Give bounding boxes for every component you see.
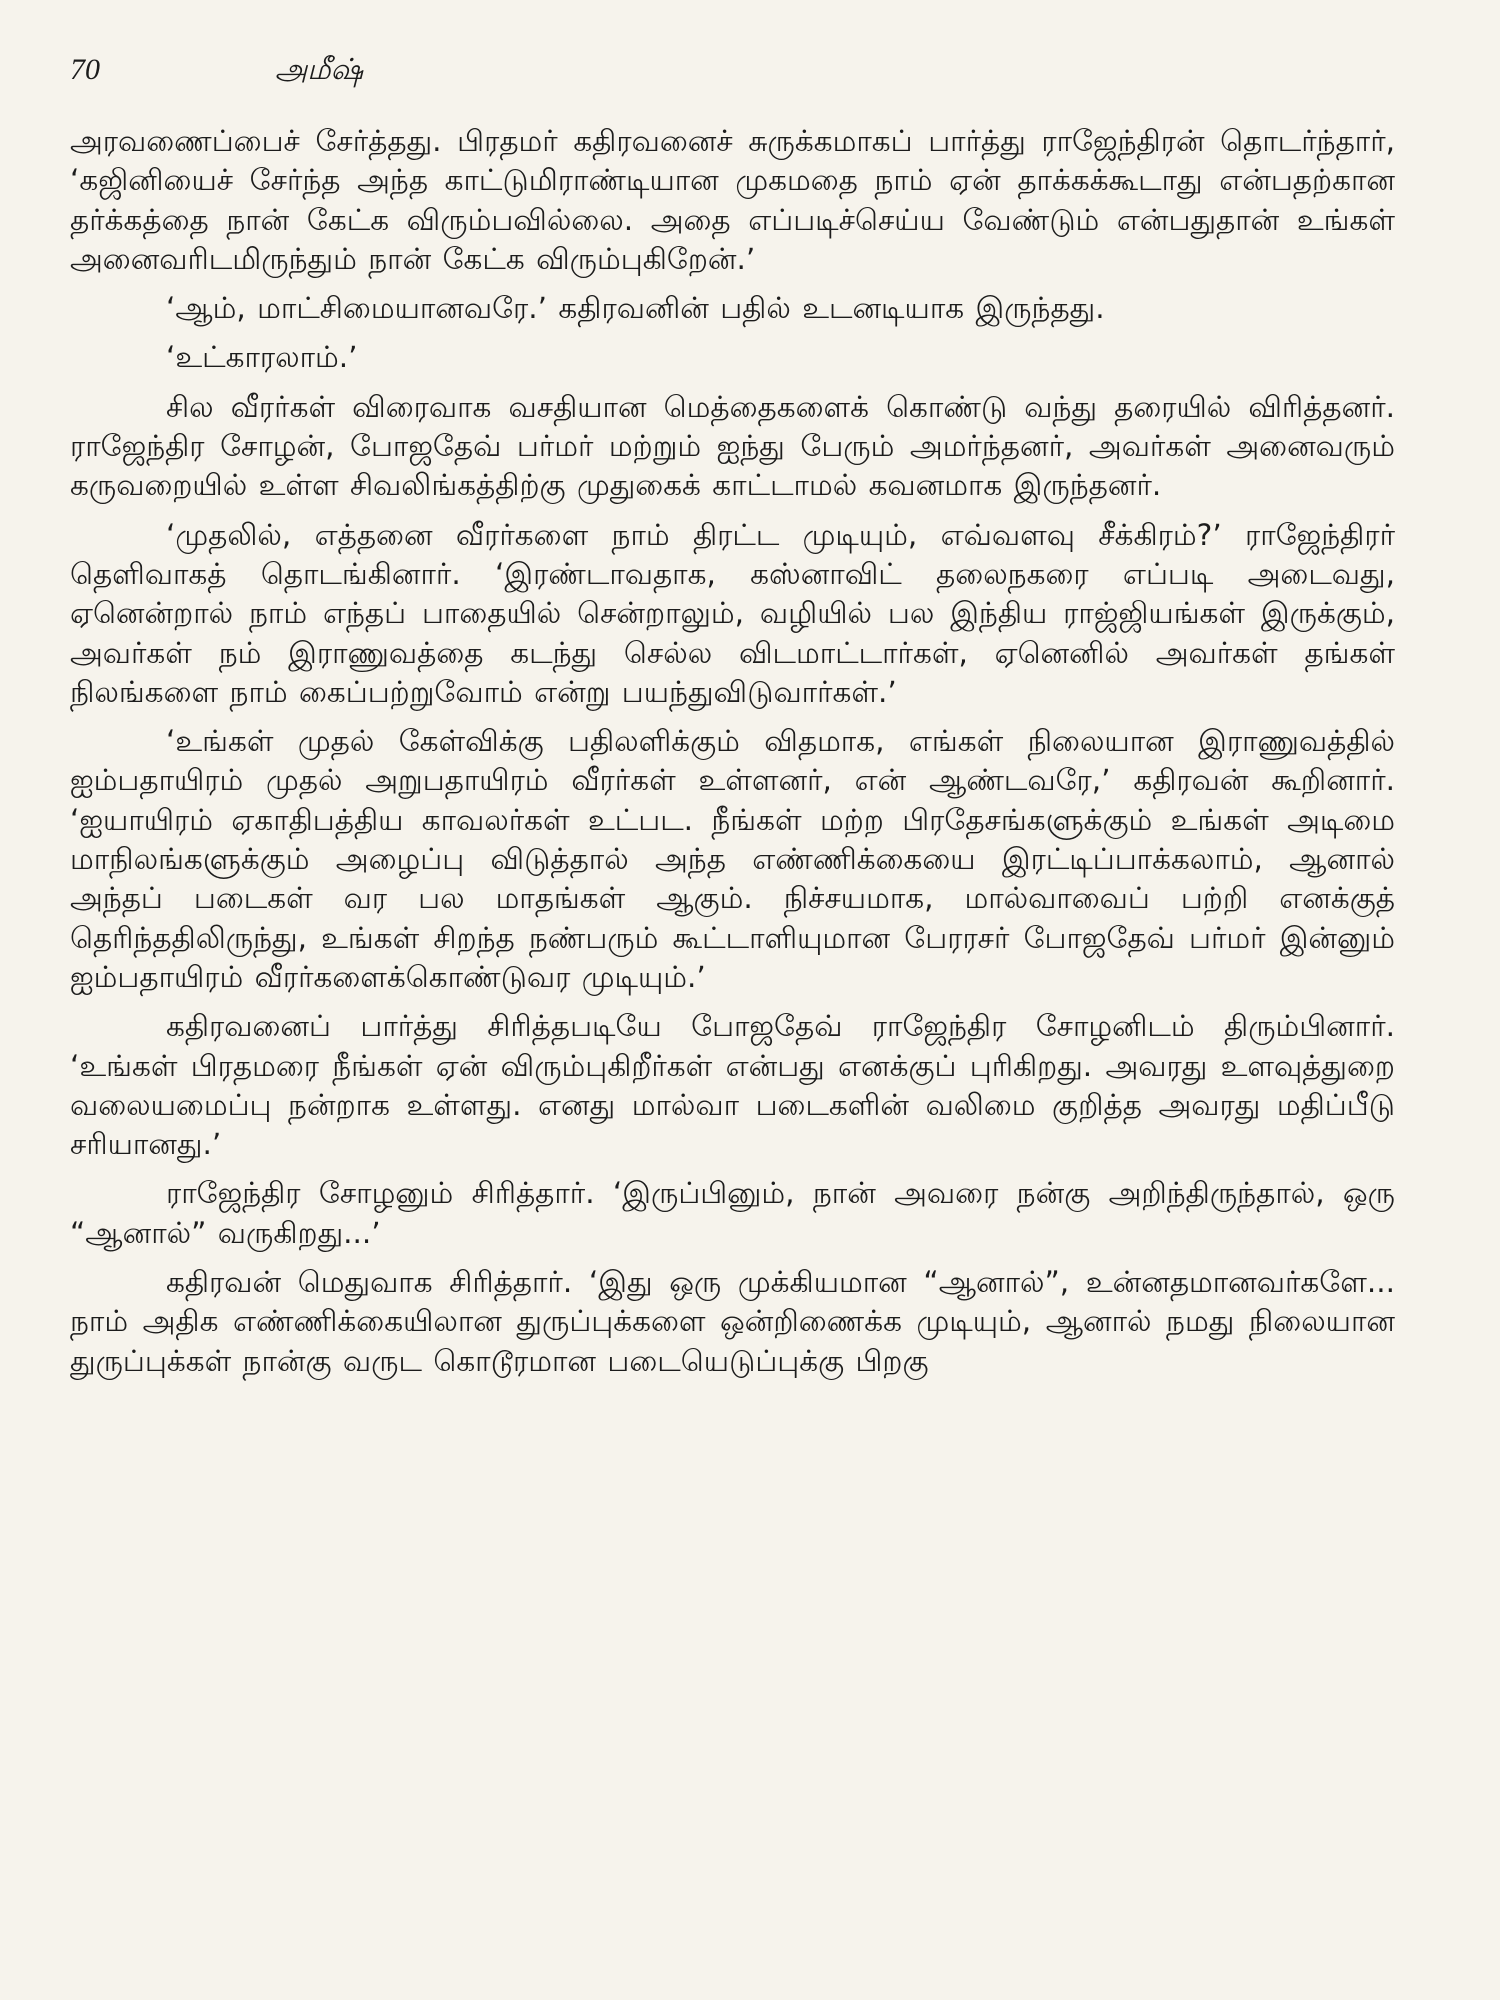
paragraph: ‘உட்காரலாம்.’ xyxy=(166,340,358,375)
page-number: 70 xyxy=(70,53,100,86)
author-name: அமீஷ் xyxy=(275,52,364,86)
paragraph: ‘உங்கள் முதல் கேள்விக்கு பதிலளிக்கும் விதமாக, எங்கள் நிலையான இராணுவத்தில் ஐம்பதாயிரம் முதல் அறுபதாயிரம் வீரர்கள் உள்ளனர், என் ஆண்டவரே,’ கதிரவன் கூறினார். ‘ஐயாயிரம் ஏகாதிபத்திய காவலர்கள் உட்பட. நீங்கள் மற்ற பிரதேசங்களுக்கும் உங்கள் அடிமை மாநிலங்களுக்கும் அழைப்பு விடுத்தால் அந்த எண்ணிக்கையை இரட்டிப்பாக்கலாம், ஆனால் அந்தப் படைகள் வர பல மாதங்கள் ஆகும். நிச்சயமாக, மால்வாவைப் பற்றி எனக்குத் தெரிந்ததிலிருந்து, உங்கள் சிறந்த நண்பரும் கூட்டாளியுமான பேரரசர் போஜதேவ் பர்மர் இன்னும் ஐம்பதாயிரம் வீரர்களைக்கொண்டுவர முடியும்.’ xyxy=(70,724,1395,994)
paragraph: சில வீரர்கள் விரைவாக வசதியான மெத்தைகளைக் கொண்டு வந்து தரையில் விரித்தனர். ராஜேந்திர சோழன், போஜதேவ் பர்மர் மற்றும் ஐந்து பேரும் அமர்ந்தனர், அவர்கள் அனைவரும் கருவறையில் உள்ள சிவலிங்கத்திற்கு முதுகைக் காட்டாமல் கவனமாக இருந்தனர். xyxy=(70,389,1395,503)
running-head xyxy=(70,52,1395,122)
paragraph: கதிரவன் மெதுவாக சிரித்தார். ‘இது ஒரு முக்கியமான “ஆனால்”, உன்னதமானவர்களே... நாம் அதிக எண்ணிக்கையிலான துருப்புக்களை ஒன்றிணைக்க முடியும், ஆனால் நமது நிலையான துருப்புக்கள் நான்கு வருட கொடூரமான படையெடுப்புக்கு பிறகு xyxy=(70,1265,1395,1378)
body-text xyxy=(70,122,1395,1381)
paragraph: ராஜேந்திர சோழனும் சிரித்தார். ‘இருப்பினும், நான் அவரை நன்கு அறிந்திருந்தால், ஒரு “ஆனால்” வருகிறது...’ xyxy=(70,1176,1395,1250)
paragraph: கதிரவனைப் பார்த்து சிரித்தபடியே போஜதேவ் ராஜேந்திர சோழனிடம் திரும்பினார். ‘உங்கள் பிரதமரை நீங்கள் ஏன் விரும்புகிறீர்கள் என்பது எனக்குப் புரிகிறது. அவரது உளவுத்துறை வலையமைப்பு நன்றாக உள்ளது. எனது மால்வா படைகளின் வலிமை குறித்த அவரது மதிப்பீடு சரியானது.’ xyxy=(70,1009,1395,1162)
paragraph: ‘ஆம், மாட்சிமையானவரே.’ கதிரவனின் பதில் உடனடியாக இருந்தது. xyxy=(166,291,1105,326)
paragraph: ‘முதலில், எத்தனை வீரர்களை நாம் திரட்ட முடியும், எவ்வளவு சீக்கிரம்?’ ராஜேந்திரர் தெளிவாகத் தொடங்கினார். ‘இரண்டாவதாக, கஸ்னாவிட் தலைநகரை எப்படி அடைவது, ஏனென்றால் நாம் எந்தப் பாதையில் சென்றாலும், வழியில் பல இந்திய ராஜ்ஜியங்கள் இருக்கும், அவர்கள் நம் இராணுவத்தை கடந்து செல்ல விடமாட்டார்கள், ஏனெனில் அவர்கள் தங்கள் நிலங்களை நாம் கைப்பற்றுவோம் என்று பயந்துவிடுவார்கள்.’ xyxy=(70,517,1395,709)
paragraph: அரவணைப்பைச் சேர்த்தது. பிரதமர் கதிரவனைச் சுருக்கமாகப் பார்த்து ராஜேந்திரன் தொடர்ந்தார், ‘கஜினியைச் சேர்ந்த அந்த காட்டுமிராண்டியான முகமதை நாம் ஏன் தாக்கக்கூடாது என்பதற்கான தர்க்கத்தை நான் கேட்க விரும்பவில்லை. அதை எப்படிச்செய்ய வேண்டும் என்பதுதான் உங்கள் அனைவரிடமிருந்தும் நான் கேட்க விரும்புகிறேன்.’ xyxy=(70,124,1395,276)
